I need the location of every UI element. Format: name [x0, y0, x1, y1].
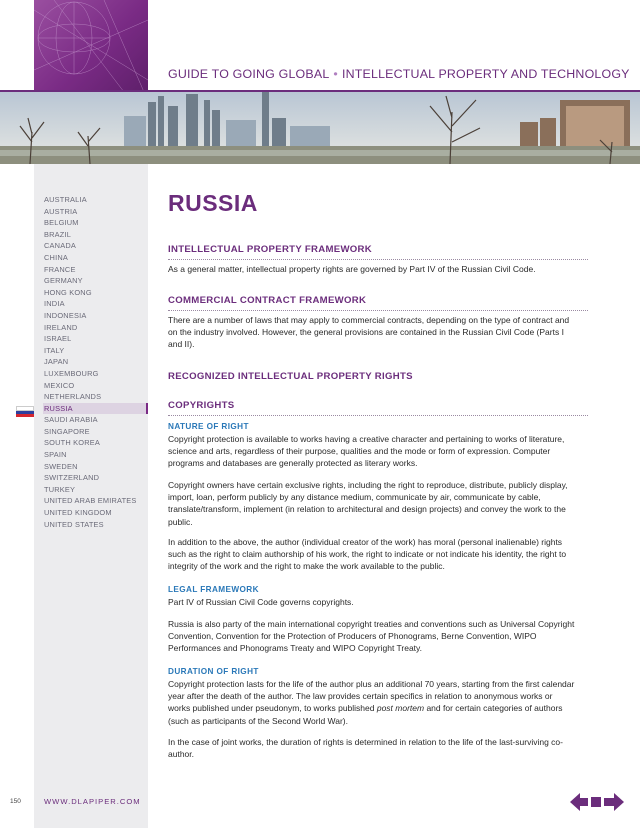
- legal-framework-heading: LEGAL FRAMEWORK: [168, 585, 259, 594]
- duration-of-right-heading: DURATION OF RIGHT: [168, 667, 259, 676]
- prev-arrow-icon[interactable]: [570, 793, 588, 811]
- next-arrow-icon[interactable]: [604, 793, 624, 811]
- duration-text-b: and for certain categories of authors (such as participants of the Second World War).: [168, 703, 563, 726]
- page-navigation: [570, 793, 624, 811]
- globe-grid-icon: [34, 0, 148, 92]
- sidebar-item-japan[interactable]: JAPAN: [44, 357, 69, 367]
- sidebar-item-south-korea[interactable]: SOUTH KOREA: [44, 438, 100, 448]
- guide-subtitle: INTELLECTUAL PROPERTY AND TECHNOLOGY: [341, 67, 630, 81]
- nature-paragraph-3: In addition to the above, the author (individual creator of the work) has moral (personal inalienable) rights such as the right to claim authorship of his work, the right to indicate or not indicate his identity, the right to integrity of the work and the right to make the work available to the public.: [168, 537, 567, 572]
- nature-of-right-heading: NATURE OF RIGHT: [168, 422, 249, 431]
- sidebar-item-germany[interactable]: GERMANY: [44, 276, 83, 286]
- sidebar-item-turkey[interactable]: TURKEY: [44, 484, 76, 494]
- duration-text-emphasis: post mortem: [376, 703, 425, 714]
- sidebar-item-sweden[interactable]: SWEDEN: [44, 461, 78, 471]
- duration-paragraph-1: [168, 678, 576, 727]
- copyrights-heading: COPYRIGHTS: [168, 400, 588, 416]
- sidebar-item-australia[interactable]: AUSTRALIA: [44, 195, 87, 204]
- sidebar-item-saudi-arabia[interactable]: SAUDI ARABIA: [44, 415, 98, 425]
- sidebar-item-israel[interactable]: ISRAEL: [44, 334, 72, 344]
- home-square-icon[interactable]: [591, 797, 601, 807]
- ip-framework-text: As a general matter, intellectual property rights are governed by Part IV of the Russian Civil Code.: [168, 264, 536, 274]
- page-title: RUSSIA: [168, 190, 258, 216]
- sidebar-item-france[interactable]: FRANCE: [44, 264, 76, 274]
- sidebar-item-russia[interactable]: RUSSIA: [43, 403, 148, 415]
- commercial-framework-heading: COMMERCIAL CONTRACT FRAMEWORK: [168, 295, 588, 311]
- sidebar-item-ireland[interactable]: IRELAND: [44, 322, 78, 332]
- sidebar-item-china[interactable]: CHINA: [44, 252, 68, 262]
- sidebar-item-netherlands[interactable]: NETHERLANDS: [44, 392, 102, 402]
- sidebar-item-switzerland[interactable]: SWITZERLAND: [44, 473, 100, 483]
- moscow-skyline-photo: [0, 92, 640, 164]
- page-number: 150: [10, 798, 21, 805]
- sidebar-item-singapore[interactable]: SINGAPORE: [44, 426, 90, 436]
- sidebar-item-indonesia[interactable]: INDONESIA: [44, 310, 87, 320]
- sidebar-item-united-arab-emirates[interactable]: UNITED ARAB EMIRATES: [44, 496, 137, 506]
- legal-paragraph-2: Russia is also party of the main international copyright treaties and conventions such as Universal Copyright Convention, Convention for the Protection of Producers of Phonograms, Berne Convention, WIPO Performances and Phonograms Treaty and WIPO Copyright Treaty.: [168, 619, 575, 654]
- sidebar-item-canada[interactable]: CANADA: [44, 241, 77, 251]
- guide-header-title: [168, 67, 630, 81]
- guide-title: GUIDE TO GOING GLOBAL: [168, 67, 330, 81]
- sidebar-item-spain[interactable]: SPAIN: [44, 450, 67, 460]
- russia-flag-icon: [16, 406, 34, 415]
- country-list: [44, 194, 148, 530]
- sidebar-item-united-kingdom[interactable]: UNITED KINGDOM: [44, 508, 112, 518]
- website-link[interactable]: WWW.DLAPIPER.COM: [44, 797, 141, 806]
- ip-framework-heading: INTELLECTUAL PROPERTY FRAMEWORK: [168, 244, 588, 260]
- sidebar-item-brazil[interactable]: BRAZIL: [44, 229, 72, 239]
- sidebar-item-mexico[interactable]: MEXICO: [44, 380, 75, 390]
- nature-paragraph-1: Copyright protection is available to works having a creative character and pertaining to works of literature, science and arts, regardless of their purpose, qualities and the mode or form of expression. Computer programs and databases are generally protected as literary works.: [168, 434, 565, 469]
- legal-paragraph-1: Part IV of Russian Civil Code governs copyrights.: [168, 597, 354, 607]
- duration-paragraph-2: In the case of joint works, the duration of rights is determined in relation to the life of the last-surviving co-author.: [168, 737, 563, 760]
- title-separator: •: [333, 67, 338, 81]
- sidebar-item-india[interactable]: INDIA: [44, 299, 65, 309]
- sidebar-item-united-states[interactable]: UNITED STATES: [44, 519, 104, 529]
- sidebar-item-austria[interactable]: AUSTRIA: [44, 206, 78, 216]
- sidebar-item-hong-kong[interactable]: HONG KONG: [44, 287, 92, 297]
- sidebar-item-italy[interactable]: ITALY: [44, 345, 65, 355]
- nature-paragraph-2: Copyright owners have certain exclusive rights, including the right to reproduce, distribute, publicly display, import, loan, perform publicly by any distance medium, communicate by air, communicate by cable, translate/transform, implement (in relation to architectural and design projects) and convey the work to the public.: [168, 480, 568, 527]
- duration-text-a: Copyright protection lasts for the life of the author plus an additional 70 years, starting from the first calendar year after the death of the author. The law provides certain specifics in relation to anonymous works or works published under pseudonym, to works published: [168, 679, 575, 714]
- recognized-rights-heading: RECOGNIZED INTELLECTUAL PROPERTY RIGHTS: [168, 371, 413, 382]
- sidebar-item-luxembourg[interactable]: LUXEMBOURG: [44, 368, 99, 378]
- sidebar-item-belgium[interactable]: BELGIUM: [44, 218, 79, 228]
- commercial-framework-text: There are a number of laws that may apply to commercial contracts, depending on the type of contract and on the industry involved. However, the general provisions are contained in the Russian Civil Code (Parts I and II).: [168, 315, 570, 350]
